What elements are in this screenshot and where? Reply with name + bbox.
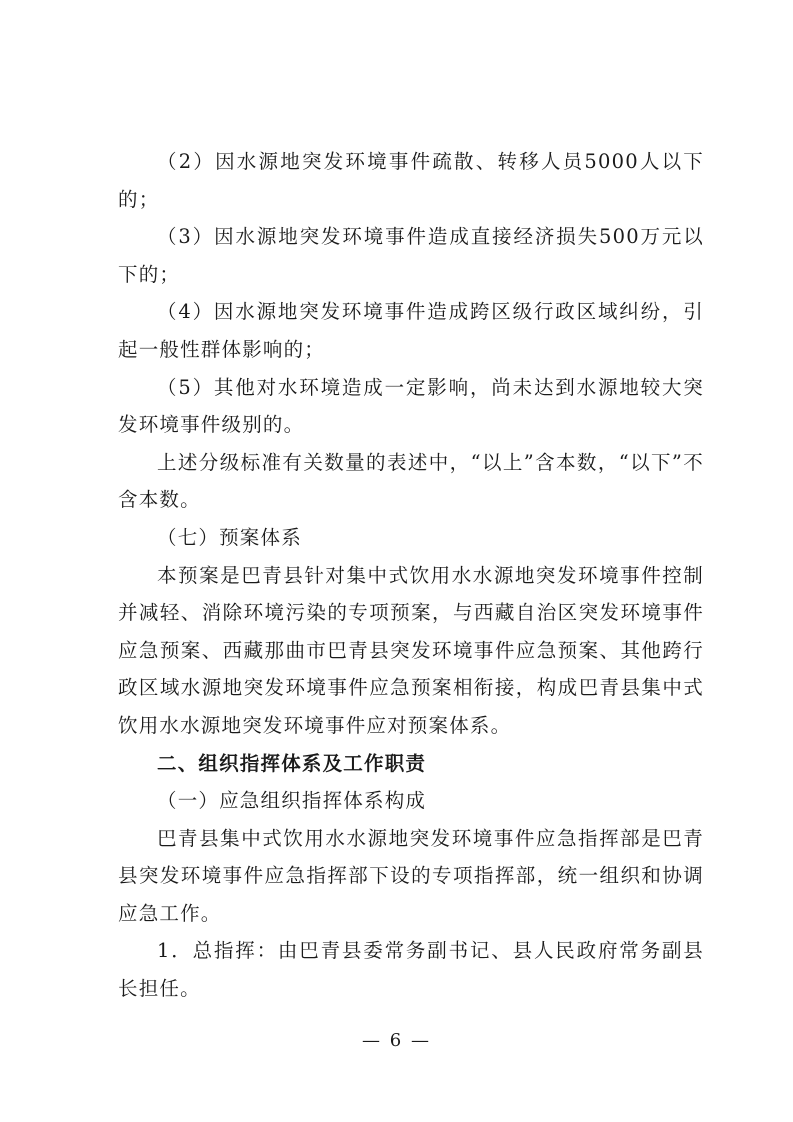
- section-7-title: （七）预案体系: [157, 525, 302, 549]
- chapter-2-title: 二、组织指挥体系及工作职责: [157, 751, 427, 775]
- paragraph-item-3: （3）因水源地突发环境事件造成直接经济损失500万元以下的；: [118, 225, 704, 286]
- paragraph-item-4: （4）因水源地突发环境事件造成跨区级行政区域纠纷，引起一般性群体影响的；: [118, 300, 704, 361]
- paragraph-item-5: （5）其他对水环境造成一定影响，尚未达到水源地较大突发环境事件级别的。: [118, 375, 704, 437]
- paragraph-note: 上述分级标准有关数量的表述中，“以上”含本数，“以下”不含本数。: [118, 450, 704, 512]
- section-7-body: 本预案是巴青县针对集中式饮用水水源地突发环境事件控制并减轻、消除环境污染的专项预案，与西藏自治区突发环境事件应急预案、西藏那曲市巴青县突发环境事件应急预案、其他跨行政区域水源地突发环境事件应急预案相衔接，构成巴青县集中式饮用水水源地突发环境事件应对预案体系。: [118, 563, 704, 737]
- document-body: [118, 143, 704, 1008]
- page-number: — 6 —: [362, 1030, 431, 1051]
- item-1-commander: 1．总指挥：由巴青县委常务副书记、县人民政府常务副县长担任。: [118, 939, 704, 1001]
- subsection-1-title: （一）应急组织指挥体系构成: [157, 789, 427, 813]
- paragraph-item-2: （2）因水源地突发环境事件疏散、转移人员5000人以下的；: [118, 150, 704, 211]
- subsection-1-body: 巴青县集中式饮用水水源地突发环境事件应急指挥部是巴青县突发环境事件应急指挥部下设的专项指挥部，统一组织和协调应急工作。: [118, 826, 704, 925]
